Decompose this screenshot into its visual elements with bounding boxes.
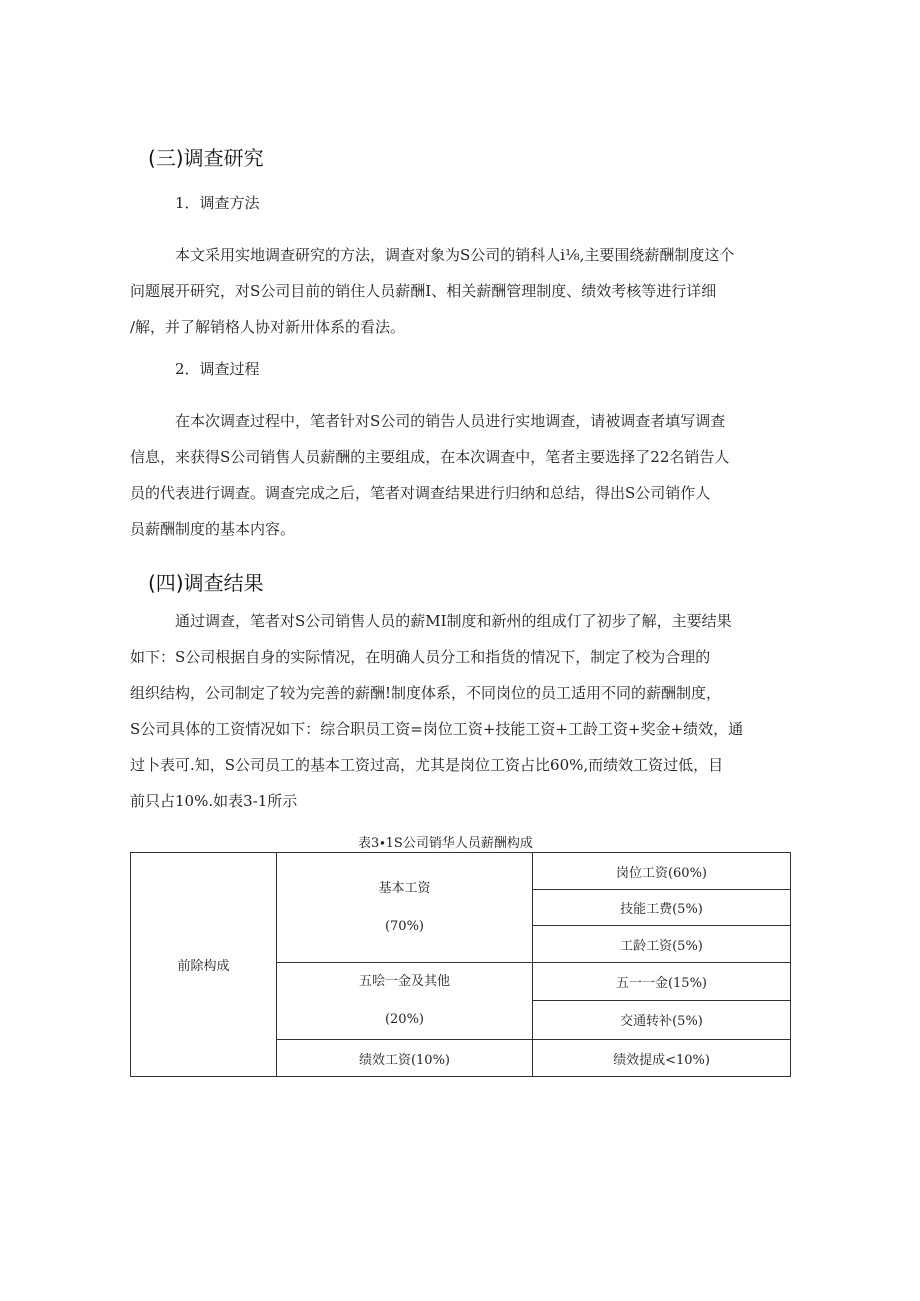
table-cell: 岗位工资(60%) xyxy=(533,853,791,890)
paragraph-line: 问题展开研究，对S公司目前的销住人员薪酬I、相关薪酬管理制度、绩效考核等进行详细 xyxy=(130,282,717,300)
table-cell: 工龄工资(5%) xyxy=(533,926,791,963)
salary-structure-table xyxy=(130,852,791,1077)
subsection-2-heading: 2．调查过程 xyxy=(175,360,260,378)
group-percent: (20%) xyxy=(384,1012,425,1027)
paragraph-line: 前只占10%.如表3-1所示 xyxy=(130,792,298,810)
table-cell: 五一一金(15%) xyxy=(533,963,791,1001)
paragraph-line: 通过调查，笔者对S公司销售人员的薪MI制度和新州的组成仃了初步了解，主要结果 xyxy=(175,612,732,630)
paragraph-line: 在本次调查过程中，笔者针对S公司的销告人员进行实地调查，请被调查者填写调查 xyxy=(175,412,726,430)
paragraph-line: /解，并了解销格人协对新卅体系的看法。 xyxy=(130,318,406,336)
subsection-1-heading: 1．调查方法 xyxy=(175,194,260,212)
group-name: 五哙一金及其他 xyxy=(358,974,450,989)
table-cell: 技能工费(5%) xyxy=(533,890,791,926)
section4-heading: (四)调查结果 xyxy=(148,571,264,595)
table-group-insurance xyxy=(277,963,533,1040)
paragraph-line: 员的代表进行调查。调查完成之后，笔者对调查结果进行归纳和总结，得出S公司销作人 xyxy=(130,484,711,502)
group-percent: (70%) xyxy=(384,918,425,934)
paragraph-line: 本文采用实地调查研究的方法，调查对象为S公司的销科人i⅛,主要围绕薪酬制度这个 xyxy=(175,246,735,264)
table-row-header: 前除构成 xyxy=(131,853,277,1077)
table-group-performance: 绩效工资(10%) xyxy=(277,1040,533,1077)
table-cell: 交通转补(5%) xyxy=(533,1000,791,1039)
paragraph-line: 员薪酬制度的基本内容。 xyxy=(130,520,296,538)
paragraph-line: 组织结构，公司制定了较为完善的薪酬!制度体系，不同岗位的员工适用不同的薪酬制度， xyxy=(130,684,722,702)
paragraph-line: 信息，来获得S公司销售人员薪酬的主要组成，在本次调查中，笔者主要选择了22名销告人 xyxy=(130,448,730,466)
paragraph-line: S公司具体的工资情况如下：综合职员工资=岗位工资+技能工资+工龄工资+奖金+绩效，通 xyxy=(130,720,744,738)
section3-heading: (三)调查研究 xyxy=(148,146,264,170)
paragraph-line: 如下：S公司根据自身的实际情况，在明确人员分工和指货的情况下，制定了校为合理的 xyxy=(130,648,711,666)
table-group-basic-salary xyxy=(277,853,533,963)
table-cell: 绩效提成<10%) xyxy=(533,1040,791,1077)
group-name: 基本工资 xyxy=(378,880,431,896)
table-caption: 表3∙1S公司销华人员薪酬构成 xyxy=(358,836,533,851)
paragraph-line: 过卜表可.知，S公司员工的基本工资过高，尤其是岗位工资占比60%,而绩效工资过低，目 xyxy=(130,756,724,774)
